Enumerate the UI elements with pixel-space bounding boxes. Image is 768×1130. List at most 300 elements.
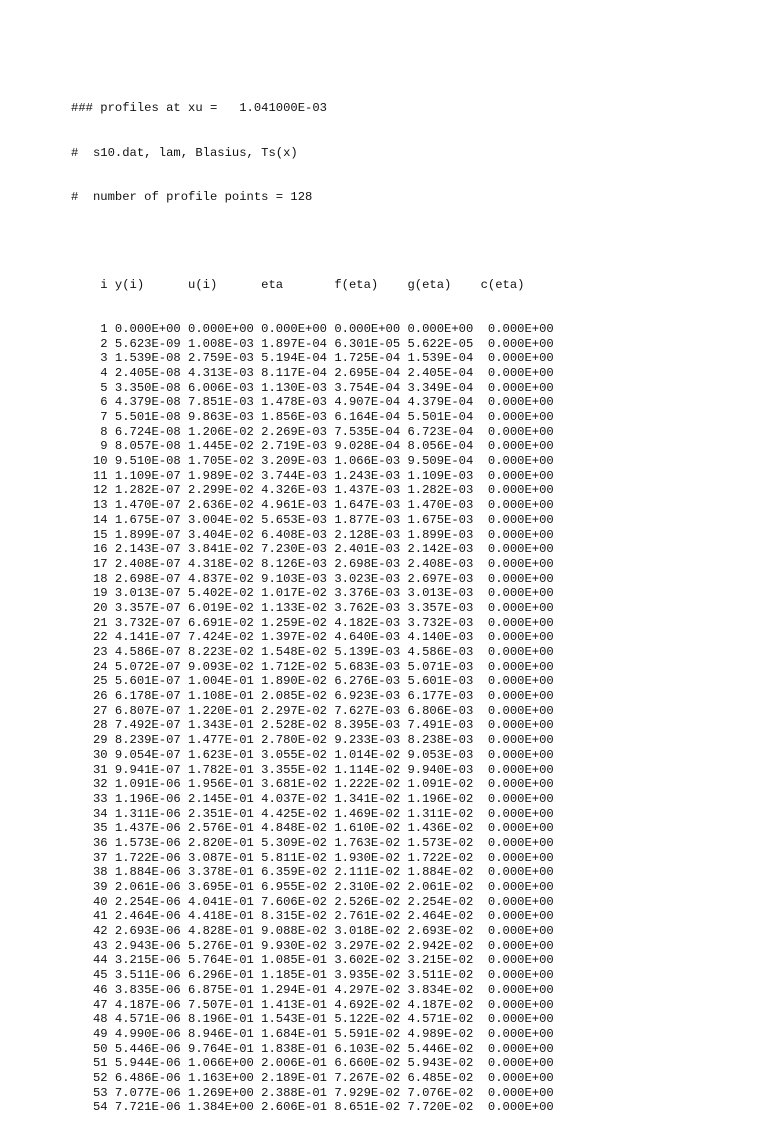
row-index: 10 [71, 454, 108, 469]
table-row [71, 718, 554, 733]
table-cell: 7.507E-01 [180, 997, 254, 1012]
table-row [71, 395, 554, 410]
table-cell: 0.000E+00 [473, 1056, 554, 1071]
table-row [71, 410, 554, 425]
table-cell: 1.114E-02 [327, 762, 401, 777]
table-cell: 3.404E-02 [180, 527, 254, 542]
table-cell: 5.446E-06 [107, 1041, 181, 1056]
table-cell: 7.491E-03 [400, 718, 474, 733]
table-cell: 1.675E-07 [107, 512, 181, 527]
table-cell: 8.223E-02 [180, 645, 254, 659]
table-cell: 9.764E-01 [180, 1041, 254, 1056]
table-row [71, 1071, 554, 1086]
table-cell: 1.085E-01 [253, 953, 327, 968]
table-cell: 1.856E-03 [253, 410, 327, 424]
table-cell: 3.744E-03 [253, 468, 327, 483]
table-cell: 5.072E-07 [107, 659, 181, 674]
row-index: 16 [71, 542, 108, 557]
column-header-6: g(eta) [378, 277, 452, 292]
table-cell: 8.238E-03 [400, 733, 474, 748]
table-row [71, 880, 554, 895]
row-index: 22 [71, 630, 108, 645]
table-cell: 7.720E-02 [400, 1100, 474, 1115]
table-cell: 5.276E-01 [180, 938, 254, 953]
table-cell: 3.055E-02 [253, 747, 327, 762]
table-cell: 6.164E-04 [327, 410, 401, 424]
table-cell: 2.351E-01 [180, 806, 254, 821]
table-cell: 2.254E-06 [107, 894, 181, 909]
row-index: 29 [71, 733, 108, 748]
table-cell: 2.759E-03 [180, 351, 254, 366]
table-cell: 0.000E+00 [473, 468, 554, 483]
row-index: 11 [71, 468, 108, 483]
table-cell: 9.930E-02 [253, 938, 327, 953]
table-cell: 3.511E-02 [400, 968, 474, 983]
table-cell: 0.000E+00 [473, 321, 554, 336]
table-cell: 2.085E-02 [253, 689, 327, 704]
table-row [71, 322, 554, 337]
table-cell: 4.182E-03 [327, 615, 401, 630]
table-cell: 3.378E-01 [180, 865, 254, 880]
table-cell: 4.571E-06 [107, 1012, 181, 1027]
table-cell: 1.220E-01 [180, 703, 254, 718]
table-cell: 9.103E-03 [253, 571, 327, 586]
table-row [71, 674, 554, 689]
header-count-line: # number of profile points = 128 [71, 189, 313, 204]
table-cell: 6.408E-03 [253, 527, 327, 542]
table-row [71, 425, 554, 440]
table-cell: 4.990E-06 [107, 1026, 181, 1041]
table-cell: 6.019E-02 [180, 600, 254, 615]
table-cell: 5.944E-06 [107, 1056, 181, 1071]
table-cell: 3.511E-06 [107, 968, 181, 983]
table-cell: 4.907E-04 [327, 395, 401, 410]
table-cell: 5.623E-09 [107, 336, 181, 351]
table-row [71, 1012, 554, 1027]
row-index: 45 [71, 968, 108, 983]
table-cell: 4.379E-08 [107, 395, 181, 410]
table-cell: 4.571E-02 [400, 1012, 474, 1027]
table-cell: 8.056E-04 [400, 439, 474, 454]
table-cell: 2.526E-02 [327, 894, 401, 909]
table-cell: 0.000E+00 [473, 483, 554, 498]
table-cell: 2.820E-01 [180, 835, 254, 850]
table-cell: 3.357E-07 [107, 600, 181, 615]
table-row [71, 601, 554, 616]
table-row [71, 586, 554, 601]
table-cell: 8.057E-08 [107, 439, 181, 454]
table-cell: 2.145E-01 [180, 791, 254, 806]
table-cell: 4.418E-01 [180, 909, 254, 924]
table-cell: 6.923E-03 [327, 689, 401, 704]
table-row [71, 1042, 554, 1057]
table-cell: 4.586E-03 [400, 645, 474, 659]
table-cell: 4.379E-04 [400, 395, 474, 410]
table-cell: 7.721E-06 [107, 1100, 181, 1115]
table-cell: 1.091E-06 [107, 777, 181, 792]
table-cell: 3.357E-03 [400, 600, 474, 615]
table-cell: 6.301E-05 [327, 336, 401, 351]
table-row [71, 733, 554, 748]
table-cell: 0.000E+00 [473, 777, 554, 792]
table-cell: 1.343E-01 [180, 718, 254, 733]
row-index: 25 [71, 674, 108, 689]
table-cell: 5.309E-02 [253, 835, 327, 850]
table-cell: 4.041E-01 [180, 894, 254, 909]
table-row [71, 630, 554, 645]
row-index: 9 [71, 439, 108, 454]
table-cell: 1.004E-01 [180, 674, 254, 689]
table-row [71, 660, 554, 675]
table-cell: 2.405E-08 [107, 365, 181, 380]
table-cell: 0.000E+00 [473, 659, 554, 674]
table-cell: 0.000E+00 [473, 938, 554, 953]
table-cell: 4.297E-02 [327, 982, 401, 997]
table-cell: 5.653E-03 [253, 512, 327, 527]
table-cell: 0.000E+00 [473, 1070, 554, 1085]
table-row [71, 528, 554, 543]
table-cell: 2.528E-02 [253, 718, 327, 733]
table-cell: 4.326E-03 [253, 483, 327, 498]
table-cell: 7.230E-03 [253, 542, 327, 557]
table-cell: 2.269E-03 [253, 424, 327, 439]
table-cell: 2.693E-02 [400, 924, 474, 939]
table-cell: 4.318E-02 [180, 556, 254, 571]
table-row [71, 483, 554, 498]
table-cell: 0.000E+00 [473, 865, 554, 880]
row-index: 32 [71, 777, 108, 792]
table-cell: 0.000E+00 [473, 747, 554, 762]
row-index: 54 [71, 1100, 108, 1115]
table-cell: 2.942E-02 [400, 938, 474, 953]
table-cell: 7.492E-07 [107, 718, 181, 733]
table-row [71, 572, 554, 587]
table-cell: 1.130E-03 [253, 380, 327, 395]
table-cell: 1.243E-03 [327, 468, 401, 483]
row-index: 51 [71, 1056, 108, 1071]
table-cell: 2.693E-06 [107, 924, 181, 939]
table-cell: 0.000E+00 [327, 321, 401, 336]
table-cell: 0.000E+00 [473, 835, 554, 850]
table-cell: 4.140E-03 [400, 630, 474, 645]
table-cell: 0.000E+00 [253, 321, 327, 336]
row-index: 21 [71, 615, 108, 630]
table-cell: 4.187E-02 [400, 997, 474, 1012]
table-cell: 8.196E-01 [180, 1012, 254, 1027]
table-cell: 3.376E-03 [327, 586, 401, 601]
table-cell: 1.294E-01 [253, 982, 327, 997]
row-index: 14 [71, 512, 108, 527]
table-cell: 2.189E-01 [253, 1070, 327, 1085]
table-cell: 1.548E-02 [253, 645, 327, 659]
column-header-row [71, 278, 554, 293]
table-cell: 2.310E-02 [327, 880, 401, 894]
profile-listing [71, 72, 554, 1130]
table-cell: 1.623E-01 [180, 747, 254, 762]
row-index: 19 [71, 586, 108, 601]
row-index: 26 [71, 689, 108, 704]
table-cell: 0.000E+00 [473, 791, 554, 806]
table-cell: 2.061E-02 [400, 880, 474, 894]
table-cell: 1.899E-03 [400, 527, 474, 542]
table-cell: 3.835E-06 [107, 982, 181, 997]
table-cell: 1.705E-02 [180, 454, 254, 469]
row-index: 31 [71, 762, 108, 777]
table-cell: 1.782E-01 [180, 762, 254, 777]
table-cell: 5.139E-03 [327, 645, 401, 659]
table-cell: 1.259E-02 [253, 615, 327, 630]
table-row [71, 557, 554, 572]
table-cell: 0.000E+00 [473, 1012, 554, 1027]
table-row [71, 1056, 554, 1071]
table-cell: 1.413E-01 [253, 997, 327, 1012]
table-cell: 1.014E-02 [327, 747, 401, 762]
column-header-3: u(i) [144, 277, 218, 292]
table-cell: 1.838E-01 [253, 1041, 327, 1056]
row-index: 13 [71, 498, 108, 513]
table-cell: 5.194E-04 [253, 351, 327, 366]
table-cell: 3.754E-04 [327, 380, 401, 395]
table-cell: 1.133E-02 [253, 600, 327, 615]
table-cell: 1.436E-02 [400, 821, 474, 836]
table-row [71, 998, 554, 1013]
row-index: 2 [71, 336, 108, 351]
table-cell: 8.395E-03 [327, 718, 401, 733]
table-cell: 5.764E-01 [180, 953, 254, 968]
table-cell: 1.196E-02 [400, 791, 474, 806]
table-cell: 6.276E-03 [327, 674, 401, 689]
table-cell: 5.122E-02 [327, 1012, 401, 1027]
table-cell: 9.233E-03 [327, 733, 401, 748]
table-cell: 0.000E+00 [473, 454, 554, 469]
table-cell: 0.000E+00 [473, 968, 554, 983]
table-cell: 4.640E-03 [327, 630, 401, 645]
table-cell: 6.296E-01 [180, 968, 254, 983]
table-cell: 2.142E-03 [400, 542, 474, 557]
table-cell: 4.586E-07 [107, 645, 181, 659]
table-cell: 1.206E-02 [180, 424, 254, 439]
table-cell: 1.989E-02 [180, 468, 254, 483]
table-row [71, 351, 554, 366]
table-cell: 1.890E-02 [253, 674, 327, 689]
table-cell: 4.187E-06 [107, 997, 181, 1012]
table-row [71, 821, 554, 836]
table-row [71, 337, 554, 352]
table-cell: 7.535E-04 [327, 424, 401, 439]
table-row [71, 1086, 554, 1101]
table-cell: 1.647E-03 [327, 498, 401, 513]
row-index: 42 [71, 924, 108, 939]
table-cell: 1.684E-01 [253, 1026, 327, 1041]
table-cell: 2.636E-02 [180, 498, 254, 513]
table-cell: 1.725E-04 [327, 351, 401, 366]
table-cell: 5.501E-04 [400, 410, 474, 424]
table-cell: 7.424E-02 [180, 630, 254, 645]
table-cell: 9.940E-03 [400, 762, 474, 777]
table-row [71, 542, 554, 557]
table-cell: 1.543E-01 [253, 1012, 327, 1027]
table-cell: 4.037E-02 [253, 791, 327, 806]
table-cell: 1.437E-03 [327, 483, 401, 498]
data-rows [71, 322, 554, 1115]
row-index: 20 [71, 600, 108, 615]
table-cell: 1.469E-02 [327, 806, 401, 821]
row-index: 36 [71, 835, 108, 850]
header-source-line: # s10.dat, lam, Blasius, Ts(x) [71, 145, 298, 160]
table-cell: 4.837E-02 [180, 571, 254, 586]
table-cell: 3.681E-02 [253, 777, 327, 792]
table-cell: 5.622E-05 [400, 336, 474, 351]
table-cell: 2.299E-02 [180, 483, 254, 498]
table-cell: 4.141E-07 [107, 630, 181, 645]
table-cell: 6.807E-07 [107, 703, 181, 718]
table-cell: 2.698E-03 [327, 556, 401, 571]
table-cell: 0.000E+00 [473, 380, 554, 395]
table-cell: 1.445E-02 [180, 439, 254, 454]
table-cell: 0.000E+00 [473, 571, 554, 586]
table-row [71, 939, 554, 954]
table-cell: 1.066E-03 [327, 454, 401, 469]
table-cell: 3.355E-02 [253, 762, 327, 777]
table-row [71, 689, 554, 704]
table-cell: 3.018E-02 [327, 924, 401, 939]
table-cell: 1.109E-07 [107, 468, 181, 483]
table-cell: 6.724E-08 [107, 424, 181, 439]
column-header-1: i [71, 277, 108, 292]
table-cell: 0.000E+00 [473, 733, 554, 748]
table-cell: 7.929E-02 [327, 1085, 401, 1100]
column-header-4: eta [217, 277, 284, 292]
table-cell: 3.013E-07 [107, 586, 181, 601]
table-cell: 1.712E-02 [253, 659, 327, 674]
table-cell: 3.350E-08 [107, 380, 181, 395]
row-index: 30 [71, 747, 108, 762]
table-cell: 9.028E-04 [327, 439, 401, 454]
table-cell: 3.695E-01 [180, 880, 254, 894]
table-cell: 5.071E-03 [400, 659, 474, 674]
table-cell: 3.209E-03 [253, 454, 327, 469]
table-cell: 1.884E-06 [107, 865, 181, 880]
table-cell: 0.000E+00 [473, 424, 554, 439]
table-cell: 2.405E-04 [400, 365, 474, 380]
row-index: 8 [71, 424, 108, 439]
table-cell: 1.282E-07 [107, 483, 181, 498]
table-row [71, 909, 554, 924]
table-cell: 2.698E-07 [107, 571, 181, 586]
row-index: 49 [71, 1026, 108, 1041]
table-row [71, 1027, 554, 1042]
row-index: 47 [71, 997, 108, 1012]
table-cell: 9.509E-04 [400, 454, 474, 469]
table-cell: 1.269E+00 [180, 1085, 254, 1100]
table-cell: 8.946E-01 [180, 1026, 254, 1041]
table-cell: 1.477E-01 [180, 733, 254, 748]
table-cell: 3.841E-02 [180, 542, 254, 557]
row-index: 27 [71, 703, 108, 718]
table-cell: 2.780E-02 [253, 733, 327, 748]
table-cell: 1.930E-02 [327, 850, 401, 865]
row-index: 5 [71, 380, 108, 395]
table-cell: 0.000E+00 [473, 365, 554, 380]
table-cell: 3.215E-02 [400, 953, 474, 968]
table-cell: 6.006E-03 [180, 380, 254, 395]
table-cell: 8.117E-04 [253, 365, 327, 380]
table-cell: 2.719E-03 [253, 439, 327, 454]
table-cell: 0.000E+00 [473, 512, 554, 527]
table-cell: 1.196E-06 [107, 791, 181, 806]
table-row [71, 836, 554, 851]
row-index: 33 [71, 791, 108, 806]
table-cell: 2.464E-02 [400, 909, 474, 924]
table-cell: 2.606E-01 [253, 1100, 327, 1115]
table-cell: 6.723E-04 [400, 424, 474, 439]
table-row [71, 469, 554, 484]
table-cell: 0.000E+00 [473, 1026, 554, 1041]
table-cell: 3.732E-07 [107, 615, 181, 630]
row-index: 35 [71, 821, 108, 836]
row-index: 4 [71, 365, 108, 380]
column-header-7: c(eta) [451, 277, 525, 292]
table-cell: 0.000E+00 [473, 821, 554, 836]
table-cell: 5.683E-03 [327, 659, 401, 674]
table-cell: 0.000E+00 [473, 527, 554, 542]
table-cell: 2.697E-03 [400, 571, 474, 586]
table-cell: 0.000E+00 [473, 395, 554, 410]
table-cell: 1.573E-06 [107, 835, 181, 850]
row-index: 53 [71, 1085, 108, 1100]
table-cell: 0.000E+00 [473, 924, 554, 939]
table-cell: 3.023E-03 [327, 571, 401, 586]
row-index: 23 [71, 645, 108, 659]
table-cell: 0.000E+00 [473, 894, 554, 909]
table-cell: 0.000E+00 [473, 1085, 554, 1100]
table-cell: 4.961E-03 [253, 498, 327, 513]
table-cell: 5.601E-03 [400, 674, 474, 689]
table-cell: 5.811E-02 [253, 850, 327, 865]
table-cell: 3.762E-03 [327, 600, 401, 615]
table-cell: 8.315E-02 [253, 909, 327, 924]
table-cell: 2.254E-02 [400, 894, 474, 909]
table-cell: 2.297E-02 [253, 703, 327, 718]
table-cell: 5.446E-02 [400, 1041, 474, 1056]
row-index: 50 [71, 1041, 108, 1056]
table-cell: 0.000E+00 [473, 953, 554, 968]
table-cell: 0.000E+00 [473, 439, 554, 454]
table-cell: 0.000E+00 [473, 498, 554, 513]
table-row [71, 1100, 554, 1115]
table-cell: 1.185E-01 [253, 968, 327, 983]
table-cell: 0.000E+00 [473, 542, 554, 557]
table-cell: 3.215E-06 [107, 953, 181, 968]
table-cell: 2.006E-01 [253, 1056, 327, 1071]
table-cell: 2.143E-07 [107, 542, 181, 557]
table-cell: 3.732E-03 [400, 615, 474, 630]
table-cell: 3.349E-04 [400, 380, 474, 395]
table-cell: 8.651E-02 [327, 1100, 401, 1115]
table-cell: 7.267E-02 [327, 1070, 401, 1085]
table-cell: 1.539E-04 [400, 351, 474, 366]
table-cell: 8.126E-03 [253, 556, 327, 571]
table-cell: 2.111E-02 [327, 865, 401, 880]
table-cell: 3.087E-01 [180, 850, 254, 865]
table-cell: 1.384E+00 [180, 1100, 254, 1115]
table-cell: 3.004E-02 [180, 512, 254, 527]
row-index: 1 [71, 321, 108, 336]
row-index: 40 [71, 894, 108, 909]
table-cell: 1.017E-02 [253, 586, 327, 601]
row-index: 34 [71, 806, 108, 821]
header-title-line: ### profiles at xu = 1.041000E-03 [71, 101, 327, 116]
